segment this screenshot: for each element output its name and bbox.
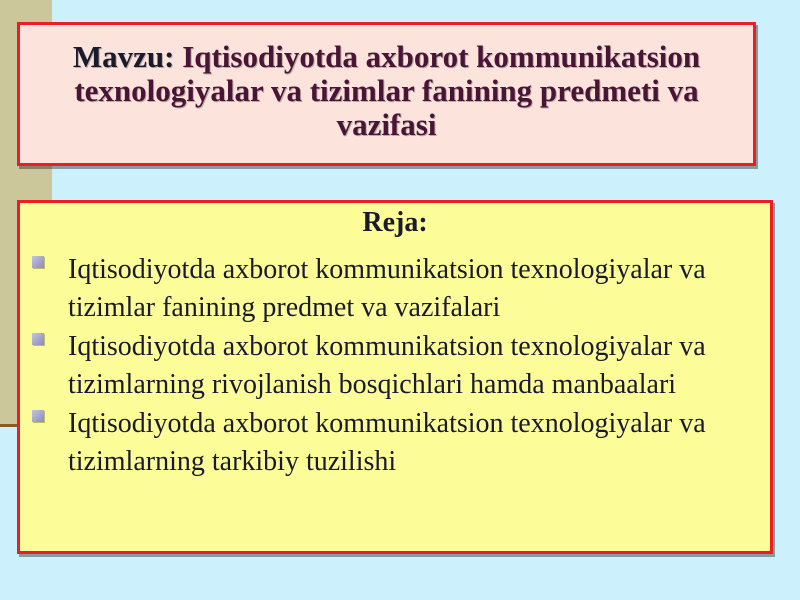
square-bullet-icon — [32, 333, 44, 345]
square-bullet-icon — [32, 410, 44, 422]
plan-item-text: Iqtisodiyotda axborot kommunikatsion texnologiyalar va tizimlarning rivojlanish bosqichlari hamda manbaalari — [68, 331, 706, 400]
title-box — [17, 22, 756, 166]
plan-item — [20, 405, 760, 481]
title-main: Iqtisodiyotda axborot kommunikatsion texnologiyalar va tizimlar fanining predmeti va vazifasi — [74, 39, 701, 142]
plan-item-text: Iqtisodiyotda axborot kommunikatsion texnologiyalar va tizimlar fanining predmet va vazifalari — [68, 254, 706, 323]
title-prefix: Mavzu: — [72, 39, 175, 74]
plan-item — [20, 328, 760, 404]
slide-title — [30, 40, 743, 142]
plan-list — [20, 251, 760, 482]
plan-box — [17, 200, 773, 554]
square-bullet-icon — [32, 256, 44, 268]
plan-heading: Reja: — [362, 207, 428, 238]
plan-item — [20, 251, 760, 327]
plan-item-text: Iqtisodiyotda axborot kommunikatsion texnologiyalar va tizimlarning tarkibiy tuzilishi — [68, 408, 706, 477]
